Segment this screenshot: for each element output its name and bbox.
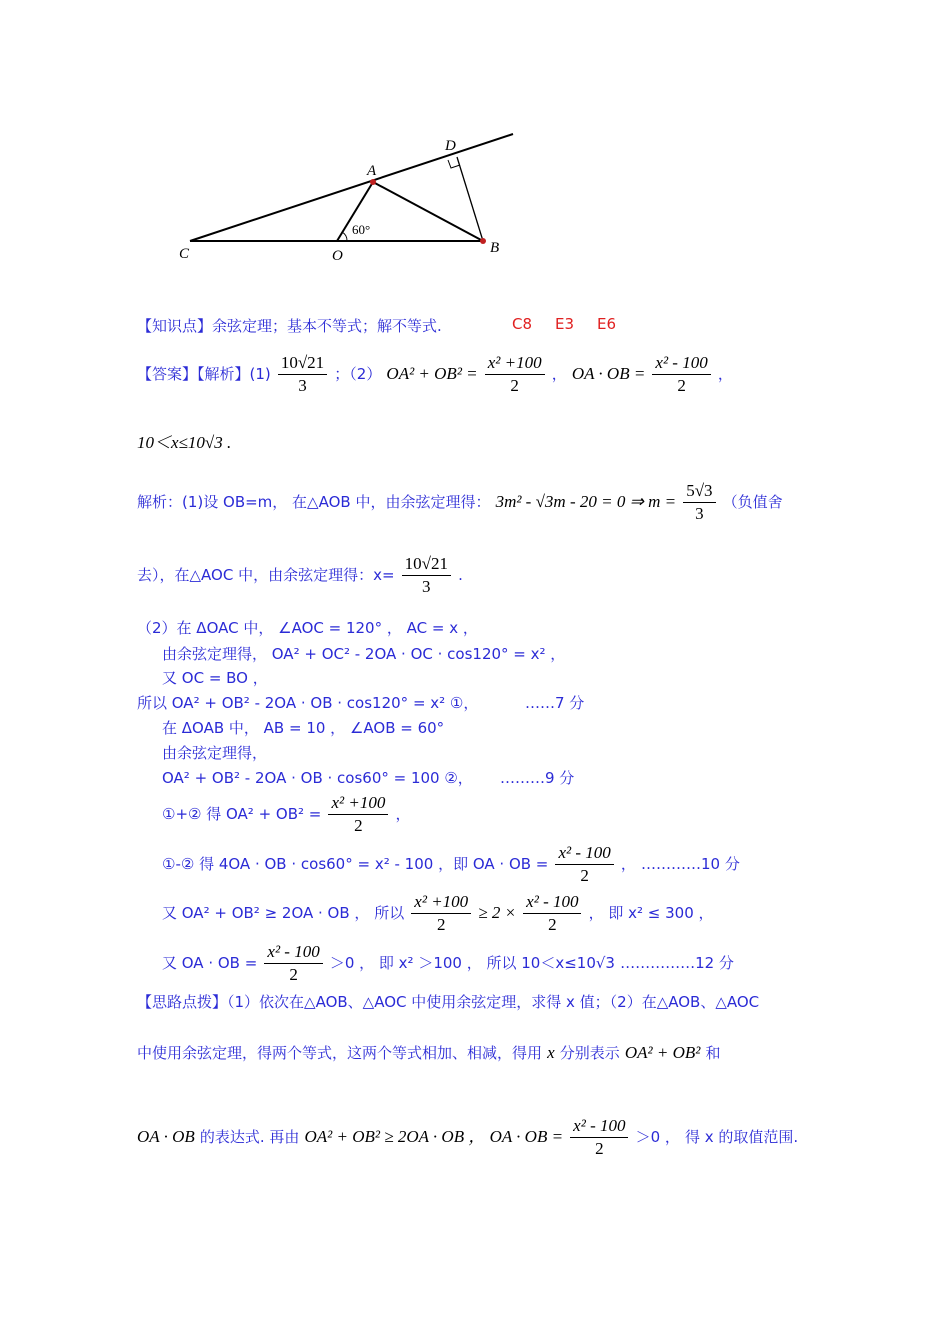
solution-l10-pre: ①+② 得 OA² + OB² =: [162, 805, 322, 823]
solution-l12-mid: ≥ 2 ×: [478, 903, 517, 922]
solution-l13-pre: 又 OA · OB =: [162, 954, 258, 972]
solution-l11-score: …………10 分: [640, 855, 740, 873]
solution-l9-score: ………9 分: [500, 769, 575, 787]
solution-l11-den: 2: [580, 866, 589, 885]
solution-l10-num: x² +100: [328, 792, 388, 815]
label-o: O: [332, 248, 343, 264]
solution-l13-post: ＞0 ， 即 x² ＞100 ， 所以 10＜x≤10√3: [329, 954, 615, 972]
solution-l12-den-1: 2: [436, 915, 446, 934]
solution-l12-num-2: x² - 100: [523, 891, 581, 914]
hint-line-2-b: 分别表示: [559, 1044, 620, 1062]
answer-sep: ；（2）: [334, 365, 382, 383]
solution-l13-score: ……………12 分: [620, 954, 734, 972]
label-b: B: [490, 240, 500, 256]
answer-eq2-num: x² - 100: [652, 352, 710, 375]
answer-part1-fraction: [278, 352, 327, 397]
solution-l11: ①-② 得 4OA · OB · cos60° = x² - 100 ，即 OA · OB = $\frac{\text{x² - 100}}{2}$ ， …………10 分: [162, 843, 740, 885]
knowledge-label: 【知识点】余弦定理；基本不等式；解不等式.: [137, 317, 442, 335]
code-e6: E6: [597, 315, 617, 333]
hint-line-2-x: x: [547, 1043, 555, 1062]
answer-eq2-left: OA · OB =: [571, 364, 646, 383]
hint-line-3-a: OA · OB: [137, 1127, 195, 1146]
hint-line-3-math: OA² + OB² ≥ 2OA · OB ， OA · OB =: [304, 1127, 564, 1146]
solution-l12-fraction-1: [411, 891, 471, 936]
label-d: D: [445, 138, 456, 154]
solution-l6: 所以 OA² + OB² - 2OA · OB · cos120° = x² ①，: [137, 694, 479, 712]
line-ab: [373, 182, 483, 241]
solution-line-2-num: 10√21: [402, 553, 451, 576]
solution-l12: [162, 891, 714, 936]
hint-line-3-fraction: [570, 1115, 628, 1160]
solution-l13-den: 2: [289, 965, 298, 984]
solution-line-2-fraction: [402, 553, 451, 598]
hint-line-3-b: 的表达式. 再由: [199, 1128, 300, 1146]
hint-line-3-num: x² - 100: [570, 1115, 628, 1138]
hint-line-2-a: 中使用余弦定理，得两个等式，这两个等式相加、相减，得用: [137, 1044, 543, 1062]
hint-line-2: [137, 1042, 720, 1063]
solution-line-1-text: 解析：(1)设 OB=m， 在△AOB 中，由余弦定理得：: [137, 493, 491, 511]
solution-l12-fraction-2: [523, 891, 581, 936]
solution-l3: （2）在 ΔOAC 中， ∠AOC = 120° ， AC = x ，: [137, 619, 478, 637]
solution-line-2-text: 去），在△AOC 中，由余弦定理得：x=: [137, 566, 395, 584]
solution-line-2: 去），在△AOC 中，由余弦定理得：x= $\frac{10√21}{3}$ .: [137, 554, 463, 596]
answer-eq2-den: 2: [677, 376, 686, 395]
solution-line-2-den: 3: [422, 577, 431, 596]
solution-l10-fraction: [328, 792, 388, 837]
hint-line-1: 【思路点拨】（1）依次在△AOB、△AOC 中使用余弦定理，求得 x 值；（2）在△AOB、△AOC: [137, 993, 760, 1011]
hint-line-2-c: 和: [705, 1044, 721, 1062]
hint-line-3-den: 2: [595, 1139, 604, 1158]
solution-l8: 由余弦定理得，: [162, 744, 268, 762]
solution-line-1: [137, 480, 783, 525]
solution-line-1-tail: （负值舍: [722, 493, 783, 511]
solution-l5: 又 OC = BO ，: [162, 669, 268, 687]
solution-l12-post: ， 即 x² ≤ 300 ，: [588, 904, 714, 922]
point-a: [370, 179, 376, 185]
solution-line-1-den: 3: [695, 504, 704, 523]
solution-line-1-math: 3m² - √3m - 20 = 0 ⇒ m =: [495, 492, 677, 511]
solution-l10-den: 2: [354, 816, 363, 835]
solution-l11-pre: ①-② 得 4OA · OB · cos60° = x² - 100 ，即 OA · OB =: [162, 855, 549, 873]
answer-label: 【答案】【解析】(1): [137, 365, 271, 383]
solution-l6-score: ……7 分: [525, 694, 585, 712]
answer-line: 【答案】【解析】(1) $\frac{10√21}{3}$ ；（2） OA² + OB² = $\frac{\text{x² +100}}{2}$ ， OA · OB = $\frac{\text{x² - 100}}{2}$ ，: [137, 353, 733, 395]
answer-eq1-num: x² +100: [485, 352, 545, 375]
answer-eq1-left: OA² + OB² =: [386, 364, 478, 383]
solution-line-1-num: 5√3: [683, 480, 715, 503]
solution-l4: 由余弦定理得， OA² + OC² - 2OA · OC · cos120° = x² ，: [162, 645, 566, 663]
answer-eq1-den: 2: [510, 376, 519, 395]
answer-range: 10＜x≤10√3 .: [137, 433, 232, 452]
label-c: C: [179, 246, 190, 262]
solution-line-1-fraction: [683, 480, 715, 525]
point-b: [480, 238, 486, 244]
knowledge-line: [137, 315, 442, 336]
solution-l11-num: x² - 100: [555, 842, 613, 865]
hint-line-3-post: ＞0 ，: [635, 1128, 680, 1146]
hint-line-3-tail: 得 x 的取值范围.: [684, 1128, 799, 1146]
label-a: A: [367, 163, 377, 179]
solution-l12-den-2: 2: [548, 915, 557, 934]
solution-l13-fraction: [264, 941, 322, 986]
label-angle: 60°: [352, 222, 371, 237]
answer-eq1-fraction: [485, 352, 545, 397]
solution-l12-pre: 又 OA² + OB² ≥ 2OA · OB ， 所以: [162, 904, 405, 922]
solution-l10: ①+② 得 OA² + OB² = $\frac{\text{x² +100}}{2}$ ，: [162, 793, 411, 835]
solution-l12-num-1: x² +100: [411, 891, 471, 914]
solution-l13: [162, 941, 734, 986]
answer-part1-num: 10√21: [278, 352, 327, 375]
solution-l11-fraction: [555, 842, 613, 887]
hint-line-3: [137, 1115, 798, 1160]
solution-l9: OA² + OB² - 2OA · OB · cos60° = 100 ②，: [162, 769, 473, 787]
solution-l7: 在 ΔOAB 中， AB = 10 ， ∠AOB = 60°: [162, 719, 445, 737]
code-c8: C8: [512, 315, 533, 333]
answer-eq2-fraction: [652, 352, 710, 397]
code-e3: E3: [555, 315, 575, 333]
hint-line-2-math: OA² + OB²: [624, 1043, 701, 1062]
answer-part1-den: 3: [298, 376, 307, 395]
triangle-figure: [170, 120, 530, 290]
solution-l13-num: x² - 100: [264, 941, 322, 964]
